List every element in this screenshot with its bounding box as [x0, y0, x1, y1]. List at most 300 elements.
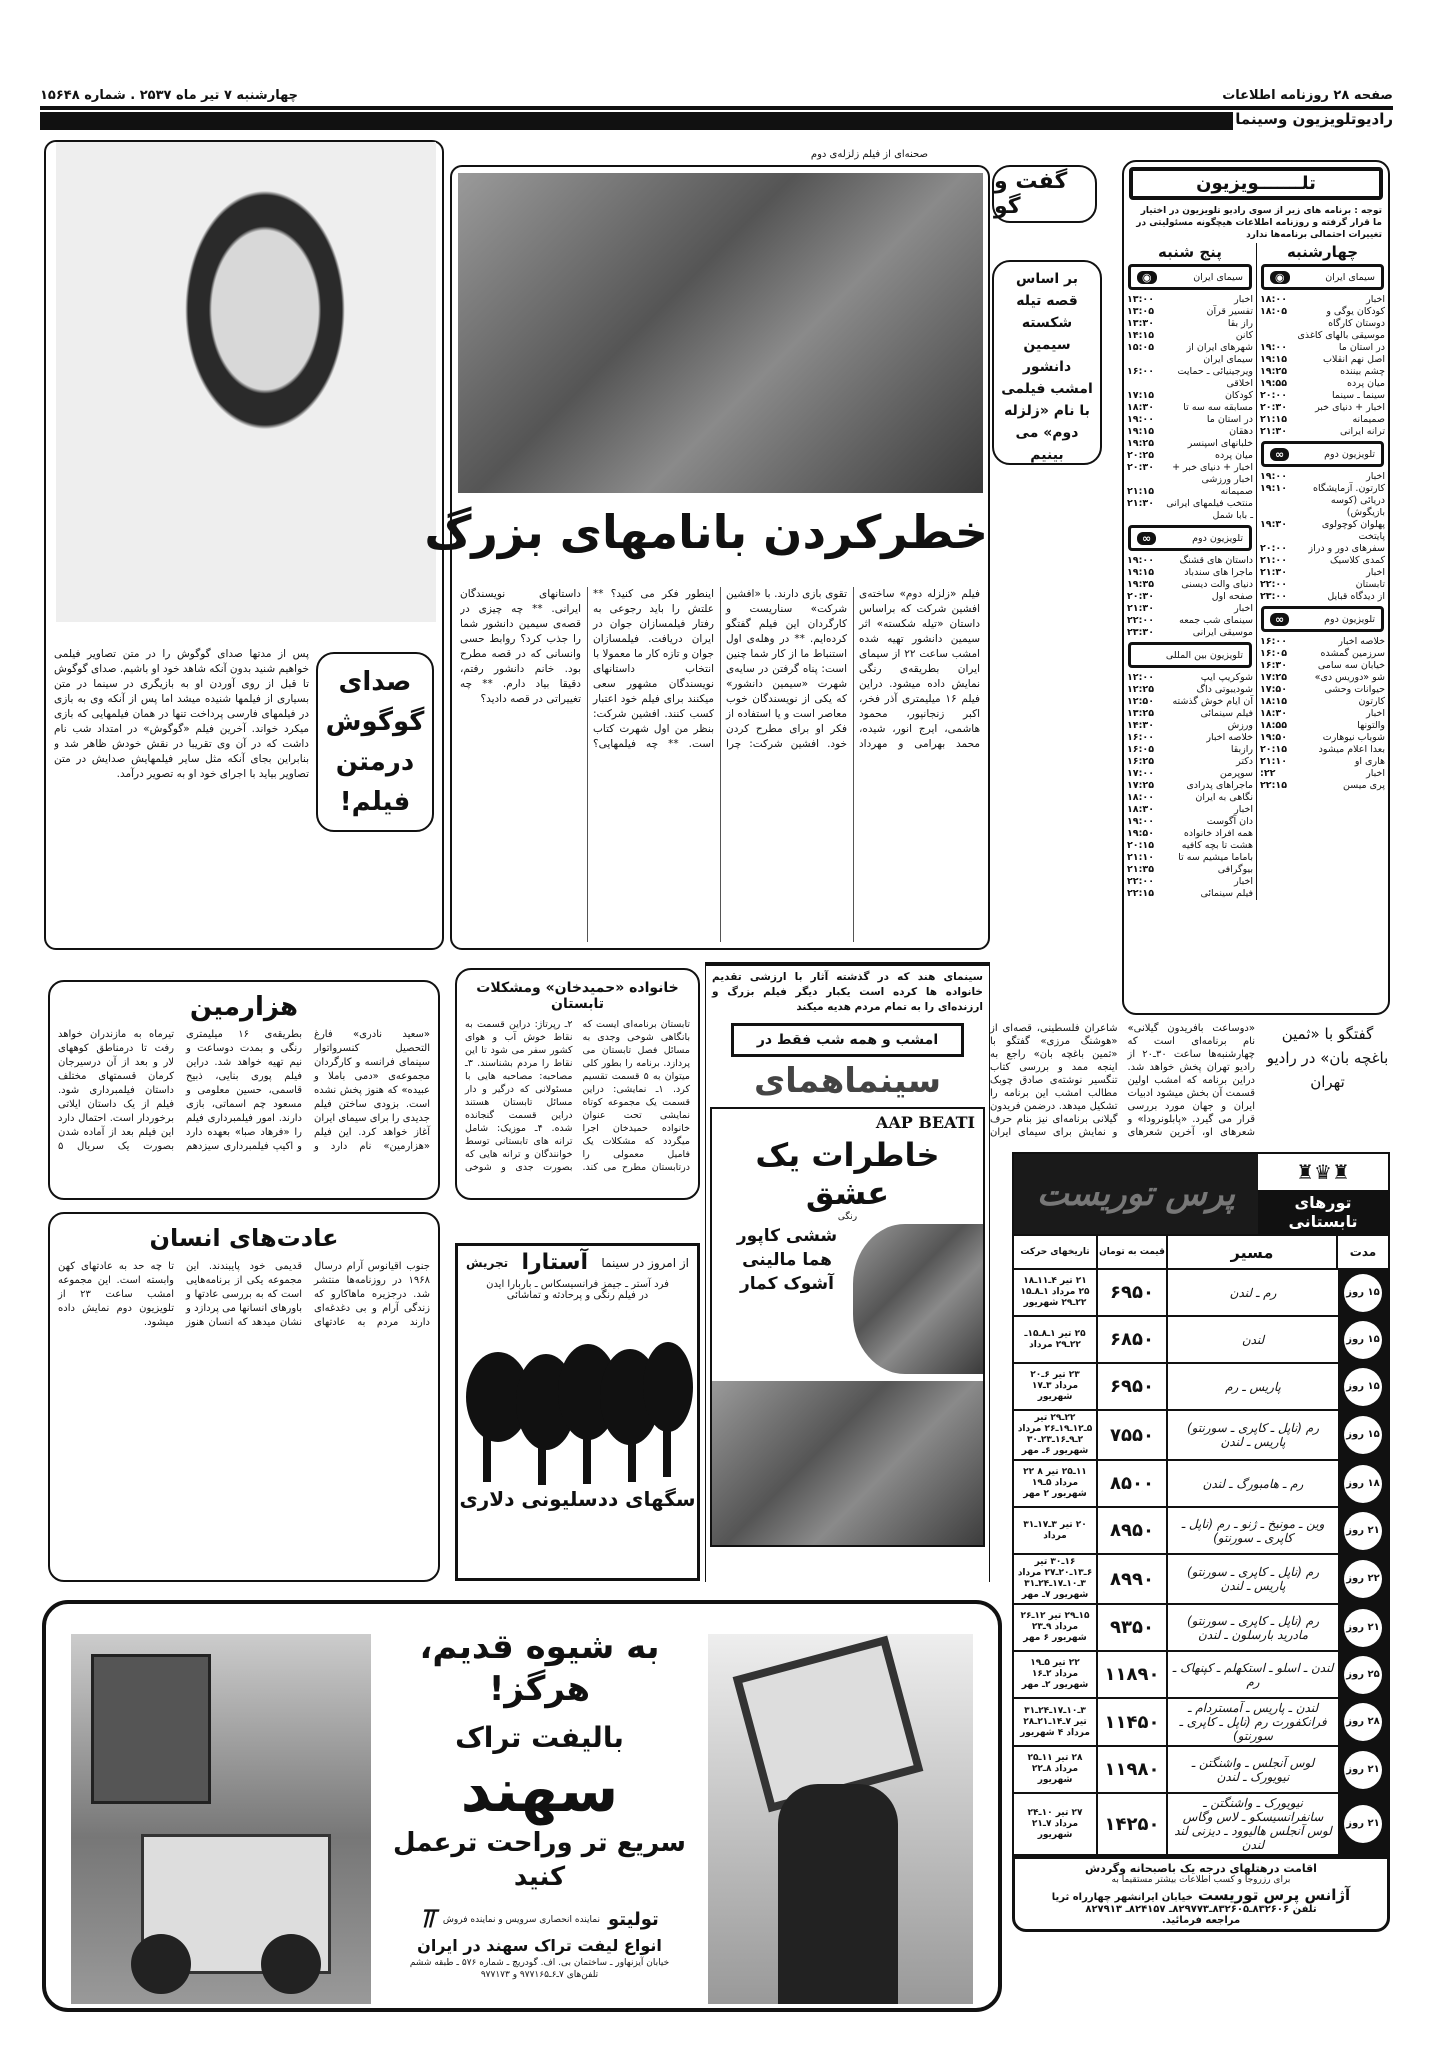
- program-name: اخبار: [1234, 876, 1253, 887]
- sahand-line4: انواع لیفت تراک سهند در ایران: [417, 1936, 662, 1955]
- program-name: منتخب فیلمهای ایرانی ـ بابا شمل: [1166, 498, 1253, 521]
- channel-name: سیمای ایران: [1193, 271, 1243, 283]
- sahand-forklift-ad: [42, 1600, 1002, 2012]
- header-duration: مدت: [1349, 1245, 1377, 1259]
- schedule-row: [1257, 354, 1388, 366]
- cast-name: ششی کاپور: [736, 1226, 838, 1246]
- program-time: ۱۹:۰۰: [1260, 342, 1287, 353]
- program-time: ۱۹:۱۵: [1260, 354, 1287, 365]
- toliteo-logo-icon: ⫪: [420, 1904, 435, 1934]
- program-time: ۱۶:۲۵: [1127, 756, 1154, 767]
- conversation-label: گفت و گو: [992, 165, 1097, 223]
- schedule-row: [1257, 684, 1388, 696]
- hamidkhan-article: [455, 968, 700, 1200]
- program-name: صمیمانه: [1352, 414, 1385, 425]
- channel-name: تلویزیون دوم: [1324, 448, 1375, 460]
- header-route: مسیر: [1166, 1236, 1338, 1268]
- program-time: ۱۹:۱۵: [1127, 567, 1154, 578]
- program-name: تابستان: [1355, 579, 1385, 590]
- tv-title: تلـــــــویزیون: [1129, 167, 1383, 200]
- two-logo-icon: ∞: [1270, 613, 1289, 626]
- tour-route: رم (ناپل ـ کاپری ـ سورنتو) پاریس ـ لندن: [1166, 1555, 1338, 1603]
- program-name: اخبار: [1234, 804, 1253, 815]
- schedule-row: [1124, 876, 1256, 888]
- tour-dates: ۲۱ تیر ۴ـ۱۱ـ۱۸ ۲۵ مرداد ۱ـ۸ـ۱۵ ۲۲ـ۲۹ شهریور: [1020, 1276, 1090, 1308]
- duration-badge: ۲۱ روز: [1344, 1512, 1382, 1550]
- astara-cinema-ad: [455, 1243, 700, 1581]
- schedule-row: [1257, 660, 1388, 672]
- program-time: ۱۹:۰۰: [1127, 414, 1154, 425]
- hezarmin-body: «سعید نادری» فارغ التحصیل کنسرواتوار سینمای فرانسه و کارگردان مجموعه‌ی «دمی باملا و عبیده» که هنوز پخش نشده است. بزودی ساختن فیلم جدیدی را برای سیمای ایران آغاز خواهد کرد. این فیلم «هزارمین» نام دارد و بطریقه‌ی ۱۶ میلیمتری رنگی و بمدت دوساعت و نیم تهیه خواهد شد. دراین فیلم پوری بنایی، ذبیح قاسمی، حسین معلومی و مسعود چم اسماتی، بازی دارند. امور فیلمبرداری فیلم را «فرهاد صبا» بعهده دارد و اکیپ فیلمبرداری سیزدهم تیرماه به مازندران خواهد رفت تا درمناطق کوههای لار و بعد از آن درسیرجان کرمان قسمتهای مختلف داستان فیلمبرداری شود. فیلم از یک داستان ایلاتی برخوردار است. احتمال دارد این فیلم بعد از آماده شدن بصورت یک سریال ۵: [58, 1029, 430, 1152]
- program-time: ۱۶:۰۵: [1260, 648, 1287, 659]
- tour-brand: پرس توریست: [1014, 1154, 1258, 1234]
- schedule-row: [1124, 888, 1256, 900]
- homa-poster: [710, 1107, 985, 1547]
- program-name: اخبار: [1234, 603, 1253, 614]
- program-time: ۱۷:۰۰: [1127, 768, 1154, 779]
- tour-row: [1014, 1317, 1388, 1364]
- schedule-row: [1124, 426, 1256, 438]
- tour-route: رم (ناپل ـ کاپری ـ سورنتو) مادرید بارسلون ـ لندن: [1166, 1605, 1338, 1650]
- tour-duration: [1338, 1652, 1388, 1697]
- schedule-row: [1124, 615, 1256, 627]
- program-time: ۲۱:۳۰: [1127, 498, 1154, 509]
- program-name: ماجرا های سندباد: [1184, 567, 1253, 578]
- program-time: ۱۹:۳۵: [1127, 579, 1154, 590]
- program-time: ۱۲:۵۰: [1127, 696, 1154, 707]
- program-name: مسابقه سه سه تا: [1183, 402, 1253, 413]
- tour-price: ۶۸۵۰: [1096, 1317, 1166, 1362]
- schedule-row: [1124, 579, 1256, 591]
- tour-route: وین ـ مونیخ ـ ژنو ـ رم (ناپل ـ کاپری ـ سورنتو): [1166, 1508, 1338, 1553]
- schedule-row: [1257, 648, 1388, 660]
- cast-name: هما مالینی: [742, 1250, 832, 1270]
- story-teaser: بر اساس قصه تیله شکسته سیمین دانشور امشب فیلمی با نام «زلزله دوم» می بینیم: [992, 260, 1102, 465]
- program-name: کودکان یوگی و دوستان کارگاه موسیقی بالهای کاغذی: [1297, 306, 1385, 341]
- schedule-row: [1124, 732, 1256, 744]
- program-name: بیوگرافی: [1217, 864, 1253, 875]
- headline: خطرکردن بانامهای بزرگ: [424, 505, 988, 559]
- program-name: ماجراهای پدرادی: [1186, 780, 1253, 791]
- company-desc: نماینده انحصاری سرویس و نماینده فروش: [442, 1914, 600, 1925]
- eye-logo-icon: ◉: [1137, 271, 1157, 284]
- tour-duration: [1338, 1747, 1388, 1792]
- radio-body: «دوساعت بافریدون گیلانی» نام برنامه‌ای است که چهارشنبه‌ها ساعت ۳۰ـ۲۰ از رادیو تهران پخش خواهد شد. دراین برنامه که امشب اولین قسمت آن بخش میشود ادبیات ایران و جهان مورد بررسی قرار می گیرد. «پابلونرودا» و شعرهای او، آخرین شعرهای شاعران فلسطینی، قصه‌ای از «هوشنگ مرزی» گفتگو با «ثمین باغچه بان» راجع به اینجه ممد و بررسی کتاب تنگسیر نوشته‌ی صادق چوبک مطالب امشب این برنامه را تشکیل میدهد. درضمن فریدون گیلانی برنامه‌ای نیز بنام حرف و نمایش برای سیمای ایران: [990, 1023, 1255, 1138]
- program-time: ۱۲:۰۰: [1127, 672, 1154, 683]
- schedule-row: [1124, 780, 1256, 792]
- program-time: ۲۲:۰۰: [1127, 615, 1154, 626]
- header-rule: [40, 106, 1393, 110]
- schedule-row: [1257, 483, 1388, 519]
- program-time: ۱۶:۰۰: [1127, 732, 1154, 743]
- program-name: اخبار: [1366, 768, 1385, 779]
- schedule-row: [1124, 438, 1256, 450]
- tour-duration: [1338, 1317, 1388, 1362]
- program-name: پهلوان کوچولوی پایتخت: [1321, 519, 1385, 542]
- tour-dates: ۲۷ تیر ۱۰ـ۲۴ مرداد ۷ـ۲۱ شهریور: [1027, 1807, 1083, 1840]
- schedule-row: [1124, 366, 1256, 390]
- section-bar: [40, 112, 1233, 130]
- duration-badge: ۱۵ روز: [1344, 1416, 1382, 1454]
- program-time: ۲۰:۰۰: [1260, 390, 1287, 401]
- issue-date: چهارشنبه ۷ تیر ماه ۲۵۳۷ . شماره ۱۵۶۴۸: [40, 88, 299, 103]
- channel-header: [1261, 606, 1384, 632]
- hamidkhan-title: خانواده «حمیدخان» ومشکلات تابستان: [476, 980, 679, 1012]
- tour-duration: [1338, 1508, 1388, 1553]
- tv-schedule: [1122, 160, 1390, 1015]
- program-name: سینما ـ سینما: [1332, 390, 1385, 401]
- schedule-row: [1257, 378, 1388, 390]
- program-time: ۲۰:۳۰: [1260, 402, 1287, 413]
- program-name: صمیمانه: [1220, 486, 1253, 497]
- tour-route: لندن: [1166, 1317, 1338, 1362]
- schedule-row: [1257, 780, 1388, 792]
- tour-row: [1014, 1794, 1388, 1856]
- program-name: کودکان: [1224, 390, 1253, 401]
- schedule-row: [1257, 366, 1388, 378]
- channel-header: [1261, 264, 1384, 290]
- schedule-row: [1257, 426, 1388, 438]
- schedule-row: [1124, 672, 1256, 684]
- schedule-row: [1257, 720, 1388, 732]
- hezarmin-article: [48, 980, 440, 1200]
- program-name: نگاهی به ایران: [1195, 792, 1253, 803]
- astara-place: تجریش: [466, 1255, 509, 1270]
- schedule-row: [1257, 390, 1388, 402]
- channel-name: تلویزیون دوم: [1192, 532, 1243, 544]
- program-name: شوکریپ ایپ: [1200, 672, 1253, 683]
- program-time: ۱۹:۵۰: [1260, 732, 1287, 743]
- program-name: آن ایام خوش گذشته: [1172, 696, 1253, 707]
- program-name: سینمای شب جمعه: [1179, 615, 1253, 626]
- program-time: ۱۶:۰۰: [1127, 366, 1154, 377]
- program-name: اخبار + دنیای خبر + اخبار ورزشی: [1172, 462, 1253, 485]
- program-time: ۱۹:۱۵: [1127, 426, 1154, 437]
- tour-row: [1014, 1652, 1388, 1699]
- schedule-row: [1124, 684, 1256, 696]
- schedule-row: [1124, 402, 1256, 414]
- tour-price: ۸۹۵۰: [1096, 1508, 1166, 1553]
- schedule-row: [1124, 768, 1256, 780]
- program-name: از دیدگاه قبایل: [1327, 591, 1385, 602]
- schedule-row: [1257, 471, 1388, 483]
- astara-cast: فرد آستر ـ جیمز فرانسیسکاس ـ باربارا ایدن: [486, 1279, 669, 1290]
- program-name: دهقان: [1229, 426, 1253, 437]
- agency-phones: تلفن ۸۳۲۶۰۶ـ۸۳۲۶۰۵ـ۸۲۹۷۷۳ـ ۸۲۴۱۵۷ـ ۸۲۷۹۱۳: [1085, 1904, 1317, 1915]
- program-name: ترانه ایرانی: [1339, 426, 1385, 437]
- program-name: موسیقی ایرانی: [1192, 627, 1253, 638]
- program-time: ۲۰:۳۰: [1127, 462, 1154, 473]
- googoosh-body: پس از مدتها صدای گوگوش را در متن تصاویر فیلمی خواهیم شنید بدون آنکه شاهد خود او باشیم. صدای گوگوش تا قبل از روی آوردن او به بازیگری در سینما در متن بسیاری از فیلمها شنیده میشد اما پس از آنکه وی به بازی در فیلمهای فارسی پرداخت تنها در همان فیلمهایی که بازی میکرد خواند. آخرین فیلم «گوگوش» در امتداد شب نام داشت که در آن وی تقریبا در نقش خودش ظاهر شد و بنابراین بجای آنکه مثل سایر فیلمهایش صدایش در متن تصاویر بیاید با اجرای خود او به تصویر درآمد.: [54, 648, 309, 780]
- tour-duration: [1338, 1555, 1388, 1603]
- tv-day-wednesday: [1256, 243, 1388, 900]
- program-time: ۱۸:۰۰: [1127, 792, 1154, 803]
- program-name: خلبانهای اسپنسر: [1187, 438, 1253, 449]
- schedule-row: [1257, 402, 1388, 414]
- tour-row: [1014, 1508, 1388, 1555]
- program-time: ۱۳:۰۰: [1127, 294, 1154, 305]
- channel-header: [1261, 441, 1384, 467]
- tour-route: رم (ناپل ـ کاپری ـ سورنتو) پاریس ـ لندن: [1166, 1411, 1338, 1459]
- schedule-row: [1257, 519, 1388, 543]
- agency-name: آژانس پرس توریست: [1197, 1886, 1351, 1904]
- schedule-row: [1124, 555, 1256, 567]
- program-time: ۱۶:۰۵: [1127, 744, 1154, 755]
- program-name: سرزمین گمشده: [1320, 648, 1385, 659]
- schedule-row: [1124, 306, 1256, 318]
- schedule-row: [1124, 390, 1256, 402]
- eye-logo-icon: ◉: [1270, 271, 1290, 284]
- program-name: اخبار: [1366, 294, 1385, 305]
- tour-dates: ۱۶ـ۳۰ تیر ۶ـ۱۳ـ۲۰ـ۲۷ مرداد ۳ـ۱۰ـ۱۷ـ۲۴ـ۳۱ شهریور ۷ـ مهر: [1017, 1557, 1093, 1600]
- program-name: در استان ما: [1206, 414, 1253, 425]
- homa-cinema-ad: [705, 962, 990, 1582]
- program-name: صفحه اول: [1211, 591, 1253, 602]
- tour-footer-line1: اقامت درهتلهای درجه یک باصبحانه وگردش: [1085, 1862, 1317, 1875]
- schedule-row: [1124, 756, 1256, 768]
- channel-header: [1128, 642, 1252, 668]
- program-time: ۱۹:۵۰: [1127, 828, 1154, 839]
- tv-note: توجه : برنامه های زیر از سوی رادیو تلویزیون در اختیار ما قرار گرفته و روزنامه اطلاعات هیچگونه مسئولیتی در تغییرات احتمالی برنامه‌ها ندارد: [1136, 206, 1382, 240]
- program-time: ۲۱:۳۰: [1260, 426, 1287, 437]
- duration-badge: ۱۵ روز: [1344, 1274, 1382, 1312]
- program-name: سوپرمن: [1219, 768, 1253, 779]
- dogs-illustration: [458, 1307, 697, 1487]
- schedule-row: [1124, 792, 1256, 804]
- header-price: قیمت به تومان: [1096, 1236, 1166, 1268]
- radio-title: گفتگو با «ثمین باغچه بان» در رادیو تهران: [1266, 1025, 1389, 1091]
- schedule-row: [1124, 462, 1256, 486]
- program-name: دان آگوست: [1206, 816, 1253, 827]
- program-time: ۱۷:۵۰: [1260, 684, 1287, 695]
- program-name: میان پرده: [1347, 378, 1385, 389]
- tour-duration: [1338, 1411, 1388, 1459]
- program-name: خلاصه اخبار: [1338, 636, 1385, 647]
- tour-duration: [1338, 1461, 1388, 1506]
- film-still-photo: [458, 173, 983, 493]
- program-name: اخبار: [1234, 294, 1253, 305]
- program-name: اخبار + دنیای خبر: [1315, 402, 1385, 413]
- schedule-row: [1257, 732, 1388, 744]
- program-time: ۱۳:۲۵: [1127, 708, 1154, 719]
- tour-price: ۸۹۹۰: [1096, 1555, 1166, 1603]
- program-time: ۲۱:۳۰: [1260, 567, 1287, 578]
- program-time: ۲۱:۰۰: [1260, 555, 1287, 566]
- schedule-row: [1124, 708, 1256, 720]
- program-time: ۲۲:۱۵: [1127, 888, 1154, 899]
- tour-row: [1014, 1747, 1388, 1794]
- channel-header: [1128, 264, 1252, 290]
- tour-footer-line3: مراجعه فرمائید.: [1161, 1915, 1241, 1926]
- tour-dates: ۲۰ تیر ۳ـ۱۷ـ۳۱ مرداد: [1023, 1519, 1087, 1541]
- tour-price: ۶۹۵۰: [1096, 1364, 1166, 1409]
- tour-route: نیویورک ـ واشنگتن ـ سانفرانسیسکو ـ لاس وگاس لوس آنجلس هالیوود ـ دیزنی لند لندن: [1166, 1794, 1338, 1854]
- tour-price: ۶۹۵۰: [1096, 1270, 1166, 1315]
- program-name: کانن: [1235, 330, 1253, 341]
- program-name: سفرهای دور و دراز: [1308, 543, 1385, 554]
- program-time: ۲۱:۳۵: [1127, 864, 1154, 875]
- tour-duration: [1338, 1794, 1388, 1854]
- program-time: ۲۰:۳۰: [1127, 591, 1154, 602]
- tour-row: [1014, 1364, 1388, 1411]
- program-time: ۲۱:۱۰: [1260, 756, 1287, 767]
- program-time: ۱۹:۳۰: [1260, 519, 1287, 530]
- program-time: ۱۵:۰۵: [1127, 342, 1154, 353]
- header-dates: تاریخهای حرکت: [1020, 1246, 1090, 1257]
- schedule-row: [1257, 414, 1388, 426]
- schedule-row: [1257, 744, 1388, 756]
- program-time: ۲۲:۰۰: [1260, 579, 1287, 590]
- program-name: دنیای والت دیسنی: [1181, 579, 1253, 590]
- channel-header: [1128, 525, 1252, 551]
- program-time: ۱۹:۰۰: [1127, 555, 1154, 566]
- schedule-row: [1257, 672, 1388, 684]
- program-name: اخبار: [1366, 567, 1385, 578]
- two-logo-icon: ∞: [1137, 532, 1156, 545]
- tour-price: ۱۱۸۹۰: [1096, 1652, 1166, 1697]
- program-name: کارتون: [1358, 696, 1385, 707]
- schedule-row: [1124, 852, 1256, 864]
- program-name: همه افراد خانواده: [1183, 828, 1253, 839]
- tour-route: لندن ـ پاریس ـ آمستردام ـ فرانکفورت رم (ناپل ـ کاپری ـ سورنتو): [1166, 1699, 1338, 1745]
- program-time: ۱۹:۰۰: [1127, 816, 1154, 827]
- program-time: ۱۳:۳۰: [1127, 318, 1154, 329]
- forklift-photo: [71, 1634, 371, 2004]
- tour-route: لوس آنجلس ـ واشنگتن ـ نیویورک ـ لندن: [1166, 1747, 1338, 1792]
- program-time: ۱۴:۳۰: [1127, 720, 1154, 731]
- schedule-row: [1124, 414, 1256, 426]
- schedule-row: [1257, 636, 1388, 648]
- googoosh-photo: [56, 142, 436, 622]
- program-time: ۱۶:۰۰: [1260, 636, 1287, 647]
- program-time: ۱۸:۳۰: [1127, 804, 1154, 815]
- program-time: ۲۰:۰۰: [1260, 543, 1287, 554]
- program-name: دکتر: [1236, 756, 1253, 767]
- program-name: رازبقا: [1230, 744, 1253, 755]
- program-name: میان پرده: [1215, 450, 1253, 461]
- program-time: ۱۸:۱۵: [1260, 696, 1287, 707]
- actors-photo: [712, 1381, 983, 1547]
- program-time: ۲۲:: [1260, 768, 1276, 779]
- program-name: اخبار: [1366, 708, 1385, 719]
- astara-desc: در فیلم رنگی و پرحادثه و تماشائی: [506, 1290, 649, 1301]
- schedule-row: [1124, 744, 1256, 756]
- program-time: ۱۷:۲۵: [1127, 780, 1154, 791]
- schedule-row: [1124, 828, 1256, 840]
- sahand-phones: تلفن‌های ۷ـ۶ـ۹۷۷۱۶۵ و ۹۷۷۱۷۳: [480, 1970, 599, 1980]
- program-name: بعدا اعلام میشود: [1318, 744, 1385, 755]
- schedule-row: [1257, 756, 1388, 768]
- astara-top: از امروز در سینما: [601, 1255, 689, 1270]
- program-name: حیوانات وحشی: [1324, 684, 1385, 695]
- duration-badge: ۲۱ روز: [1344, 1609, 1382, 1647]
- tour-footer-line2: برای رزروجا و کسب اطلاعات بیشتر مستقیما به: [1111, 1875, 1291, 1885]
- program-time: ۲۳:۰۰: [1260, 591, 1287, 602]
- day-label: چهارشنبه: [1286, 243, 1359, 261]
- tour-ad: [1012, 1152, 1390, 1932]
- program-name: شوباب نیوهارت: [1322, 732, 1385, 743]
- schedule-row: [1257, 294, 1388, 306]
- tour-duration: [1338, 1270, 1388, 1315]
- schedule-row: [1124, 864, 1256, 876]
- schedule-row: [1257, 708, 1388, 720]
- radio-article: [990, 1022, 1390, 1147]
- tour-row: [1014, 1555, 1388, 1605]
- schedule-row: [1124, 720, 1256, 732]
- duration-badge: ۲۱ روز: [1344, 1805, 1382, 1843]
- tour-dates: ۲۸ تیر ۱۱ـ۲۵ مرداد ۸ـ۲۲ شهریور: [1027, 1753, 1083, 1785]
- tour-price: ۸۵۰۰: [1096, 1461, 1166, 1506]
- tour-table-header: [1012, 1236, 1390, 1270]
- program-time: ۱۹:۵۵: [1260, 378, 1287, 389]
- program-name: فیلم سینمائی: [1200, 708, 1253, 719]
- tour-duration: [1338, 1364, 1388, 1409]
- tour-row: [1014, 1270, 1388, 1317]
- duration-badge: ۲۸ روز: [1344, 1703, 1382, 1741]
- schedule-row: [1257, 579, 1388, 591]
- schedule-row: [1124, 318, 1256, 330]
- program-time: ۲۳:۳۰: [1127, 627, 1154, 638]
- sahand-headline: به شیوه قدیم، هرگز!: [419, 1627, 660, 1709]
- schedule-row: [1257, 768, 1388, 780]
- company-name: تولیتو: [607, 1909, 659, 1930]
- homa-cinema-name: سینماهمای: [753, 1061, 942, 1101]
- program-name: فیلم سینمائی: [1200, 888, 1253, 899]
- porter-photo: [708, 1634, 973, 2004]
- tour-row: [1014, 1699, 1388, 1747]
- homa-latin-title: AAP BEATI: [875, 1113, 975, 1132]
- program-time: ۱۷:۲۵: [1260, 672, 1287, 683]
- schedule-row: [1124, 486, 1256, 498]
- lions-crest-icon: ♜♛♜: [1296, 1160, 1350, 1184]
- sahand-address: خیابان آیزنهاور ـ ساختمان بی. اف. گودریچ ـ شماره ۵۷۶ ـ طبقه ششم: [409, 1958, 670, 1968]
- program-time: ۲۱:۱۵: [1260, 414, 1287, 425]
- schedule-row: [1124, 498, 1256, 522]
- program-time: ۱۹:۲۵: [1127, 438, 1154, 449]
- program-time: ۲۲:۰۰: [1127, 876, 1154, 887]
- program-name: خلاصه اخبار: [1206, 732, 1253, 743]
- program-time: ۱۶:۳۰: [1260, 660, 1287, 671]
- program-time: ۱۴:۱۵: [1127, 330, 1154, 341]
- tour-dates: ۳ـ۱۰ـ۱۷ـ۲۴ـ۳۱ تیر ۷ـ۱۴ـ۲۱ـ۲۸ مرداد ۴ شهریور: [1020, 1705, 1090, 1738]
- page-number: صفحه ۲۸ روزنامه اطلاعات: [1222, 88, 1393, 103]
- schedule-row: [1124, 330, 1256, 342]
- program-time: ۲۱:۳۰: [1127, 603, 1154, 614]
- tour-duration: [1338, 1699, 1388, 1745]
- schedule-row: [1257, 555, 1388, 567]
- tour-route: رم ـ لندن: [1166, 1270, 1338, 1315]
- astara-name: آستارا: [521, 1250, 589, 1275]
- sahand-brand: سهند: [460, 1756, 619, 1826]
- program-name: تفسیر قرآن: [1206, 306, 1253, 317]
- hamidkhan-body: تابستان برنامه‌ای ایست که بانگاهی شوخی وجدی به مسائل فصل تابستان می پردازد. برنامه را بطور کلی میتوان به ۵ قسمت تقسیم کرد. ۱ـ نمایشی: دراین قسمت یک مجموعه کوتاه نمایشی تحت عنوان خانواده حمیدخان اجرا میگردد که مشکلات یک فامیل معمولی را درتابستان مطرح می کند. ۲ـ رپرتاژ: دراین قسمت به نقاط خوش آب و هوای کشور سفر می شود تا این نقاط را مردم بشناسند. ۳ـ مصاحبه: مصاحبه هایی با مسئولانی که درگیر و دار مسائل تابستان هستند دراین قسمت گنجانده شده. ۴ـ موزیک: شامل ترانه های تابستانی توسط خوانندگان و ترانه هایی که بصورت جدی و شوخی: [465, 1019, 690, 1173]
- schedule-row: [1124, 816, 1256, 828]
- channel-name: تلویزیون دوم: [1324, 613, 1375, 625]
- homa-film-title: خاطرات یک عشق: [755, 1136, 940, 1212]
- program-time: ۲۲:۱۵: [1260, 780, 1287, 791]
- tour-row: [1014, 1605, 1388, 1652]
- adat-body: جنوب اقیانوس آرام درسال ۱۹۶۸ در روزنامه‌ها منتشر شد. درجزیره ماهاکارو که زندگی آرام و بی دغدغه‌ای دارند مردم به عادتهای قدیمی خود پایبندند. این مجموعه یکی از برنامه‌هایی است که به بررسی عادتها و باورهای انسانها می پردازد و نشان میدهد که انسان هنوز تا چه حد به عادتهای کهن وابسته است. این مجموعه امشب ساعت ۲۳ از تلویزیون دوم نمایش داده میشود.: [58, 1261, 430, 1328]
- section-title: رادیوتلویزیون وسینما: [1235, 110, 1393, 128]
- tour-route: پاریس ـ رم: [1166, 1364, 1338, 1409]
- program-name: باماما میشیم سه تا: [1178, 852, 1253, 863]
- duration-badge: ۲۲ روز: [1344, 1560, 1382, 1598]
- schedule-row: [1124, 591, 1256, 603]
- actor-photo: [853, 1224, 983, 1374]
- tv-day-thursday: [1124, 243, 1256, 900]
- program-name: هاری او: [1354, 756, 1385, 767]
- channel-name: تلویزیون بین المللی: [1165, 649, 1243, 661]
